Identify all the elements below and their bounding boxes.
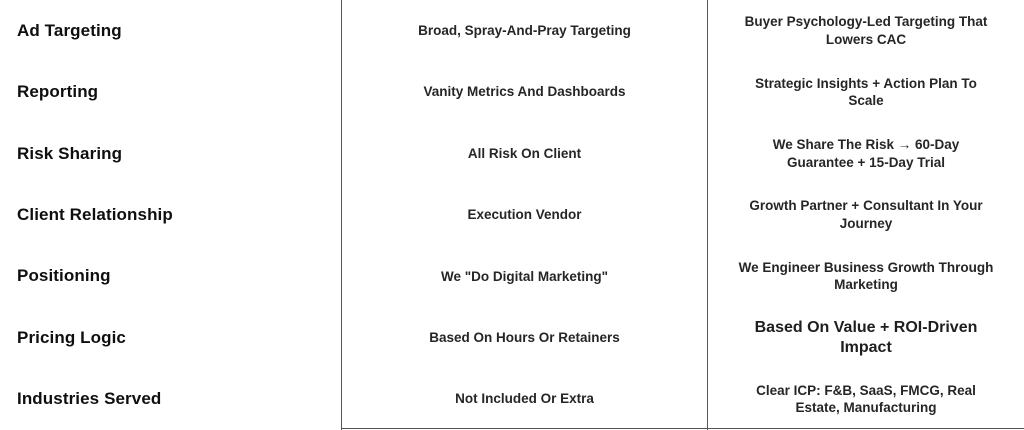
legacy-cell: [341, 123, 708, 184]
ours-text-line: Scale: [848, 93, 884, 109]
legacy-cell: [341, 369, 708, 430]
legacy-text: Based On Hours Or Retainers: [429, 330, 620, 346]
ours-text-line: Based On Value + ROI-Driven: [754, 319, 978, 337]
legacy-cell: [341, 307, 708, 368]
ours-text-line: We Share The Risk → 60-Day: [772, 137, 960, 153]
ours-cell: [708, 369, 1024, 430]
legacy-cell: [341, 184, 708, 245]
legacy-text: We "Do Digital Marketing": [440, 268, 609, 284]
table-bottom-border: [341, 428, 1024, 430]
ours-cell: [708, 307, 1024, 368]
ours-cell: [708, 123, 1024, 184]
legacy-cell: [341, 246, 708, 307]
ours-text-line: Estate, Manufacturing: [795, 400, 937, 416]
feature-label: Ad Targeting: [17, 20, 122, 40]
feature-label: Positioning: [17, 266, 111, 286]
feature-label: Reporting: [17, 82, 99, 102]
ours-text-line: Strategic Insights + Action Plan To: [755, 75, 977, 91]
legacy-cell: [341, 61, 708, 122]
ours-text-line: Guarantee + 15-Day Trial: [787, 154, 945, 170]
legacy-cell: [341, 0, 708, 61]
ours-cell: [708, 246, 1024, 307]
legacy-text: Not Included Or Extra: [455, 391, 594, 407]
ours-cell: [708, 184, 1024, 245]
ours-cell: [708, 61, 1024, 122]
ours-text-line: Lowers CAC: [825, 31, 907, 47]
feature-label: Risk Sharing: [17, 143, 123, 163]
legacy-text: All Risk On Client: [467, 145, 582, 161]
legacy-text: Broad, Spray-And-Pray Targeting: [418, 22, 631, 38]
legacy-text: Vanity Metrics And Dashboards: [423, 84, 626, 100]
ours-text-line: Journey: [839, 215, 893, 231]
feature-label: Pricing Logic: [17, 327, 126, 347]
ours-cell: [708, 0, 1024, 61]
ours-text-line: Growth Partner + Consultant In Your: [749, 198, 983, 214]
feature-label: Client Relationship: [17, 204, 173, 224]
legacy-text: Execution Vendor: [467, 207, 582, 223]
ours-text-line: Buyer Psychology-Led Targeting That: [744, 14, 988, 30]
ours-text-line: Impact: [840, 338, 892, 356]
feature-label: Industries Served: [17, 389, 162, 409]
ours-text-line: Marketing: [834, 277, 898, 293]
ours-text-line: Clear ICP: F&B, SaaS, FMCG, Real: [756, 382, 976, 398]
ours-text-line: We Engineer Business Growth Through: [738, 259, 994, 275]
